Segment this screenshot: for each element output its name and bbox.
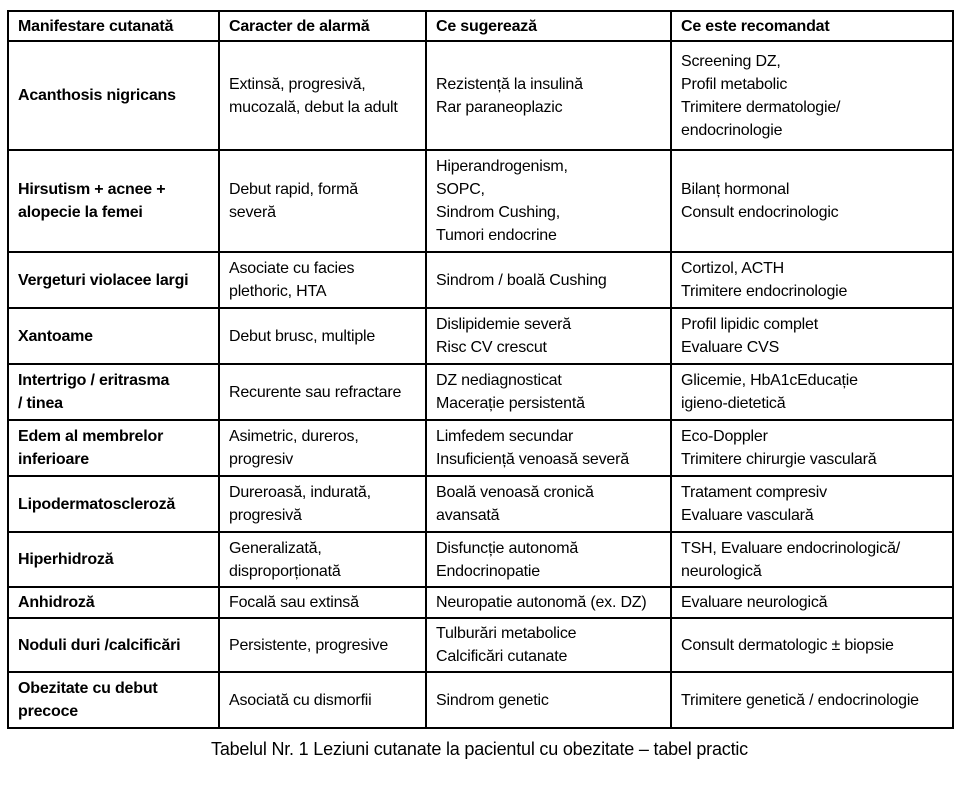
cell-line: SOPC, [436, 181, 485, 198]
cell-line: severă [229, 204, 276, 221]
cell-line: Anhidroză [18, 594, 95, 611]
cell-caracter-alarma [219, 618, 426, 672]
cell-line: mucozală, debut la adult [229, 98, 398, 116]
cell-line: Trimitere dermatologie/ [681, 98, 841, 116]
cell-line: Screening DZ, [681, 52, 781, 70]
cell-caracter-alarma [219, 420, 426, 476]
cell-line: inferioare [18, 451, 89, 468]
cell-manifestare [8, 587, 219, 618]
cell-line: Eco-Doppler [681, 428, 768, 445]
cell-line: Noduli duri /calcificări [18, 636, 181, 654]
cell-ce-este-recomandat [671, 532, 953, 587]
cell-line: Tratament compresiv [681, 484, 827, 501]
cell-line: Disfuncție autonomă [436, 539, 579, 557]
cell-manifestare [8, 672, 219, 728]
document-page [0, 10, 959, 793]
cell-line: Tumori endocrine [436, 227, 557, 244]
cell-line: Asimetric, dureros, [229, 428, 359, 445]
cell-line: Xantoame [18, 327, 93, 345]
cell-ce-sugereaza [426, 618, 671, 672]
cell-line: Consult endocrinologic [681, 204, 839, 221]
table-row [8, 476, 953, 532]
cell-line: Sindrom genetic [436, 691, 549, 709]
cell-line: Limfedem secundar [436, 428, 574, 445]
cell-line: progresivă [229, 507, 302, 524]
cell-ce-este-recomandat [671, 476, 953, 532]
cell-ce-este-recomandat [671, 587, 953, 618]
cell-manifestare [8, 41, 219, 150]
cell-ce-sugereaza [426, 308, 671, 364]
cell-line: Cortizol, ACTH [681, 260, 784, 277]
cell-line: Hiperhidroză [18, 551, 114, 568]
cell-line: Macerație persistentă [436, 395, 585, 412]
table-row [8, 308, 953, 364]
table-row [8, 150, 953, 252]
cell-ce-sugereaza [426, 420, 671, 476]
cell-line: Glicemie, HbA1cEducație [681, 372, 858, 389]
cell-manifestare [8, 420, 219, 476]
cell-ce-sugereaza [426, 252, 671, 308]
cell-caracter-alarma [219, 532, 426, 587]
cell-line: Edem al membrelor [18, 428, 164, 445]
cell-line: avansată [436, 507, 500, 524]
cell-line: Trimitere chirurgie vasculară [681, 451, 877, 468]
table-row [8, 364, 953, 420]
cell-line: Obezitate cu debut [18, 680, 158, 697]
cell-line: Profil metabolic [681, 75, 788, 93]
column-header-ce-sugereaza: Ce sugerează [426, 11, 671, 41]
cell-ce-sugereaza [426, 150, 671, 252]
cell-ce-este-recomandat [671, 364, 953, 420]
cell-ce-sugereaza [426, 476, 671, 532]
cell-line: Insuficiență venoasă severă [436, 451, 629, 468]
cell-line: igieno-dietetică [681, 395, 786, 412]
cell-manifestare [8, 618, 219, 672]
cell-line: disproporționată [229, 562, 341, 580]
cell-caracter-alarma [219, 672, 426, 728]
cell-line: Hirsutism + acnee + [18, 181, 166, 198]
cell-line: Trimitere endocrinologie [681, 283, 848, 300]
column-header-ce-este-recomandat: Ce este recomandat [671, 11, 953, 41]
cell-caracter-alarma [219, 150, 426, 252]
cell-line: Acanthosis nigricans [18, 87, 176, 104]
table-row [8, 618, 953, 672]
cell-ce-este-recomandat [671, 420, 953, 476]
cell-line: / tinea [18, 395, 63, 412]
cell-line: Risc CV crescut [436, 339, 547, 356]
table-row [8, 420, 953, 476]
cell-ce-este-recomandat [671, 618, 953, 672]
cell-manifestare [8, 476, 219, 532]
cell-line: Asociate cu facies [229, 260, 355, 277]
cell-line: Generalizată, [229, 539, 322, 557]
cell-ce-este-recomandat [671, 308, 953, 364]
table-row [8, 532, 953, 587]
table-header [8, 11, 953, 41]
cell-line: Boală venoasă cronică [436, 484, 594, 501]
cell-line: Rar paraneoplazic [436, 98, 563, 116]
cell-line: Lipodermatoscleroză [18, 495, 176, 513]
cell-line: Vergeturi violacee largi [18, 271, 189, 289]
table-row [8, 252, 953, 308]
cell-ce-sugereaza [426, 364, 671, 420]
cell-line: neurologică [681, 562, 762, 580]
cell-line: Hiperandrogenism, [436, 158, 568, 175]
cell-ce-sugereaza [426, 532, 671, 587]
cell-ce-este-recomandat [671, 252, 953, 308]
cell-line: Asociată cu dismorfii [229, 691, 372, 709]
column-header-manifestare: Manifestare cutanată [8, 11, 219, 41]
cell-line: plethoric, HTA [229, 283, 327, 300]
cell-caracter-alarma [219, 41, 426, 150]
cell-caracter-alarma [219, 252, 426, 308]
cell-line: Persistente, progresive [229, 636, 389, 654]
cell-line: precoce [18, 703, 78, 720]
table-caption: Tabelul Nr. 1 Leziuni cutanate la pacientul cu obezitate – tabel practic [211, 739, 748, 759]
column-header-caracter-alarma: Caracter de alarmă [219, 11, 426, 41]
cell-line: TSH, Evaluare endocrinologică/ [681, 539, 901, 557]
table-header-row [8, 11, 953, 41]
cell-line: Neuropatie autonomă (ex. DZ) [436, 594, 647, 611]
cell-line: Calcificări cutanate [436, 648, 568, 665]
cell-line: DZ nediagnosticat [436, 372, 562, 389]
cell-manifestare [8, 150, 219, 252]
cell-line: Evaluare neurologică [681, 594, 828, 611]
cell-line: Debut rapid, formă [229, 181, 358, 198]
cell-ce-sugereaza [426, 672, 671, 728]
cell-caracter-alarma [219, 587, 426, 618]
cell-line: Evaluare CVS [681, 339, 780, 356]
cell-line: Evaluare vasculară [681, 507, 814, 524]
cell-line: Intertrigo / eritrasma [18, 372, 170, 389]
cell-line: Extinsă, progresivă, [229, 75, 366, 93]
cell-line: progresiv [229, 451, 294, 468]
cell-ce-este-recomandat [671, 672, 953, 728]
cell-line: Focală sau extinsă [229, 594, 359, 611]
cell-ce-sugereaza [426, 587, 671, 618]
cell-line: Sindrom / boală Cushing [436, 271, 607, 289]
cell-line: Rezistență la insulină [436, 75, 583, 93]
cell-line: Debut brusc, multiple [229, 327, 376, 345]
cell-line: Dislipidemie severă [436, 316, 571, 333]
cell-line: Dureroasă, indurată, [229, 484, 371, 501]
table-row [8, 672, 953, 728]
cell-line: alopecie la femei [18, 204, 143, 221]
cell-manifestare [8, 364, 219, 420]
cell-caracter-alarma [219, 476, 426, 532]
cell-line: Endocrinopatie [436, 562, 540, 580]
cell-line: Bilanț hormonal [681, 181, 790, 198]
cell-line: endocrinologie [681, 121, 783, 139]
table-row [8, 587, 953, 618]
leziuni-cutanate-table [7, 10, 954, 729]
cell-caracter-alarma [219, 364, 426, 420]
cell-ce-sugereaza [426, 41, 671, 150]
cell-line: Sindrom Cushing, [436, 204, 560, 221]
cell-manifestare [8, 252, 219, 308]
cell-manifestare [8, 532, 219, 587]
cell-ce-este-recomandat [671, 41, 953, 150]
cell-ce-este-recomandat [671, 150, 953, 252]
cell-line: Tulburări metabolice [436, 625, 577, 642]
table-body [8, 41, 953, 728]
cell-line: Recurente sau refractare [229, 383, 402, 401]
cell-line: Trimitere genetică / endocrinologie [681, 691, 919, 709]
cell-caracter-alarma [219, 308, 426, 364]
cell-line: Profil lipidic complet [681, 316, 818, 333]
cell-line: Consult dermatologic ± biopsie [681, 636, 894, 654]
cell-manifestare [8, 308, 219, 364]
table-row [8, 41, 953, 150]
